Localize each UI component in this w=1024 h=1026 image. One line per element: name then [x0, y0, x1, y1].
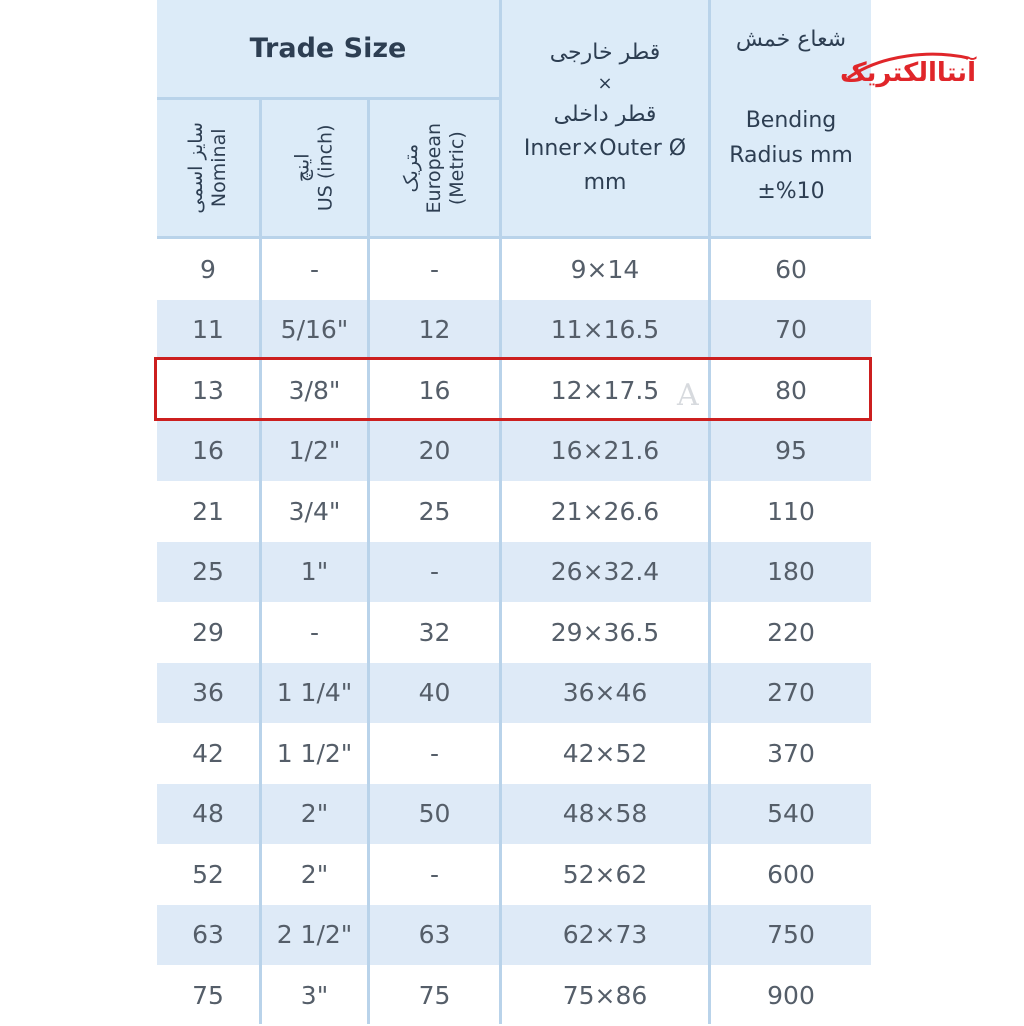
us-cell: 3/4" — [288, 496, 341, 526]
eu-fa-label: متریک — [400, 143, 423, 193]
diameter-cell: 52×62 — [562, 859, 648, 889]
us-cell: 1" — [300, 557, 329, 587]
bending-cell: 900 — [767, 980, 815, 1010]
nominal-cell: 16 — [192, 436, 224, 466]
diameter-cell: 42×52 — [562, 738, 648, 768]
us-cell: 1/2" — [288, 436, 341, 466]
diameter-cell: 62×73 — [562, 920, 648, 950]
table-row — [157, 602, 871, 663]
us-inch-header — [262, 100, 367, 236]
european-cell: 40 — [418, 678, 451, 708]
nominal-en-label: Nominal — [207, 128, 230, 208]
bend-fa: شعاع خمش — [735, 27, 847, 52]
table-row — [157, 723, 871, 784]
nominal-fa-label: سایز اسمی — [185, 122, 208, 214]
table-row — [157, 965, 871, 1026]
nominal-cell: 11 — [192, 315, 224, 345]
eu-en-label-1: European — [423, 122, 446, 214]
eu-en-label-2: (Metric) — [445, 131, 468, 205]
table-row — [157, 481, 871, 542]
diameter-cell: 29×36.5 — [550, 617, 660, 647]
bending-cell: 95 — [775, 436, 807, 466]
bending-cell: 370 — [767, 738, 815, 768]
brand-logo — [839, 48, 976, 98]
table-row — [157, 784, 871, 845]
european-cell: 12 — [418, 315, 451, 345]
nominal-cell: 13 — [192, 375, 224, 405]
bending-header — [711, 0, 871, 236]
nominal-cell: 75 — [192, 980, 224, 1010]
bending-cell: 110 — [767, 496, 815, 526]
nominal-cell: 36 — [192, 678, 224, 708]
bending-cell: 70 — [775, 315, 807, 345]
bend-en-1: Bending — [745, 108, 837, 134]
logo-text: آنتاالکتریک — [839, 58, 976, 88]
diameter-cell: 16×21.6 — [550, 436, 660, 466]
bending-cell: 600 — [767, 859, 815, 889]
col-divider-4 — [708, 0, 711, 1024]
diameter-cell: 11×16.5 — [550, 315, 660, 345]
spec-table — [157, 0, 871, 1024]
table-row — [157, 663, 871, 724]
us-en-label: US (inch) — [314, 124, 337, 212]
nominal-cell: 21 — [192, 496, 224, 526]
nominal-cell: 29 — [192, 617, 224, 647]
us-cell: 5/16" — [280, 315, 349, 345]
diam-inner-fa: قطر داخلی — [553, 101, 657, 127]
bending-cell: 180 — [767, 557, 815, 587]
us-fa-label: اینچ — [291, 153, 314, 183]
header-bottom-line — [157, 236, 871, 239]
table-row — [157, 300, 871, 361]
col-divider-3 — [499, 0, 502, 1024]
table-row — [157, 542, 871, 603]
diam-en-2: mm — [583, 170, 627, 196]
table-row — [157, 421, 871, 482]
european-cell: - — [429, 738, 440, 768]
us-cell: 3/8" — [288, 375, 341, 405]
bending-cell: 80 — [775, 375, 807, 405]
diam-outer-fa: قطر خارجی — [549, 39, 661, 65]
diameter-cell: 75×86 — [562, 980, 648, 1010]
nominal-cell: 25 — [192, 557, 224, 587]
us-cell: 2" — [300, 799, 329, 829]
diameter-cell: 48×58 — [562, 799, 648, 829]
bending-cell: 540 — [767, 799, 815, 829]
us-cell: - — [309, 254, 320, 284]
european-cell: 16 — [418, 375, 451, 405]
col-divider-1 — [259, 100, 262, 1024]
nominal-cell: 9 — [200, 254, 216, 284]
nominal-cell: 63 — [192, 920, 224, 950]
header-divider — [157, 97, 499, 100]
us-cell: - — [309, 617, 320, 647]
bend-en-2: Radius mm — [729, 143, 853, 169]
us-cell: 2" — [300, 859, 329, 889]
european-header — [370, 100, 499, 236]
col-divider-2 — [367, 100, 370, 1024]
bend-en-3: ±%10 — [757, 178, 825, 204]
european-cell: 75 — [418, 980, 451, 1010]
nominal-cell: 42 — [192, 738, 224, 768]
diameter-cell: 9×14 — [570, 254, 640, 284]
diameter-cell: 21×26.6 — [550, 496, 660, 526]
diam-en-1: Inner×Outer Ø — [523, 135, 687, 161]
diameter-cell: 36×46 — [562, 678, 648, 708]
european-cell: 63 — [418, 920, 451, 950]
european-cell: 25 — [418, 496, 451, 526]
trade-size-header — [157, 0, 499, 97]
nominal-header — [157, 100, 259, 236]
nominal-cell: 52 — [192, 859, 224, 889]
us-cell: 1 1/2" — [276, 738, 353, 768]
bending-cell: 270 — [767, 678, 815, 708]
european-cell: 50 — [418, 799, 451, 829]
table-row — [157, 844, 871, 905]
us-cell: 1 1/4" — [276, 678, 353, 708]
bending-cell: 220 — [767, 617, 815, 647]
diameter-cell: 26×32.4 — [550, 557, 660, 587]
table-row — [157, 239, 871, 300]
european-cell: 32 — [418, 617, 451, 647]
watermark-logo: A — [677, 378, 699, 413]
diameter-cell: 12×17.5 — [550, 375, 660, 405]
table-row — [157, 905, 871, 966]
trade-size-label: Trade Size — [249, 33, 407, 64]
diam-times: × — [597, 72, 613, 94]
nominal-cell: 48 — [192, 799, 224, 829]
european-cell: - — [429, 254, 440, 284]
european-cell: 20 — [418, 436, 451, 466]
us-cell: 3" — [300, 980, 329, 1010]
bending-cell: 60 — [775, 254, 807, 284]
diameter-header — [502, 0, 708, 236]
us-cell: 2 1/2" — [276, 920, 353, 950]
highlight-box — [154, 357, 872, 421]
european-cell: - — [429, 557, 440, 587]
european-cell: - — [429, 859, 440, 889]
bending-cell: 750 — [767, 920, 815, 950]
